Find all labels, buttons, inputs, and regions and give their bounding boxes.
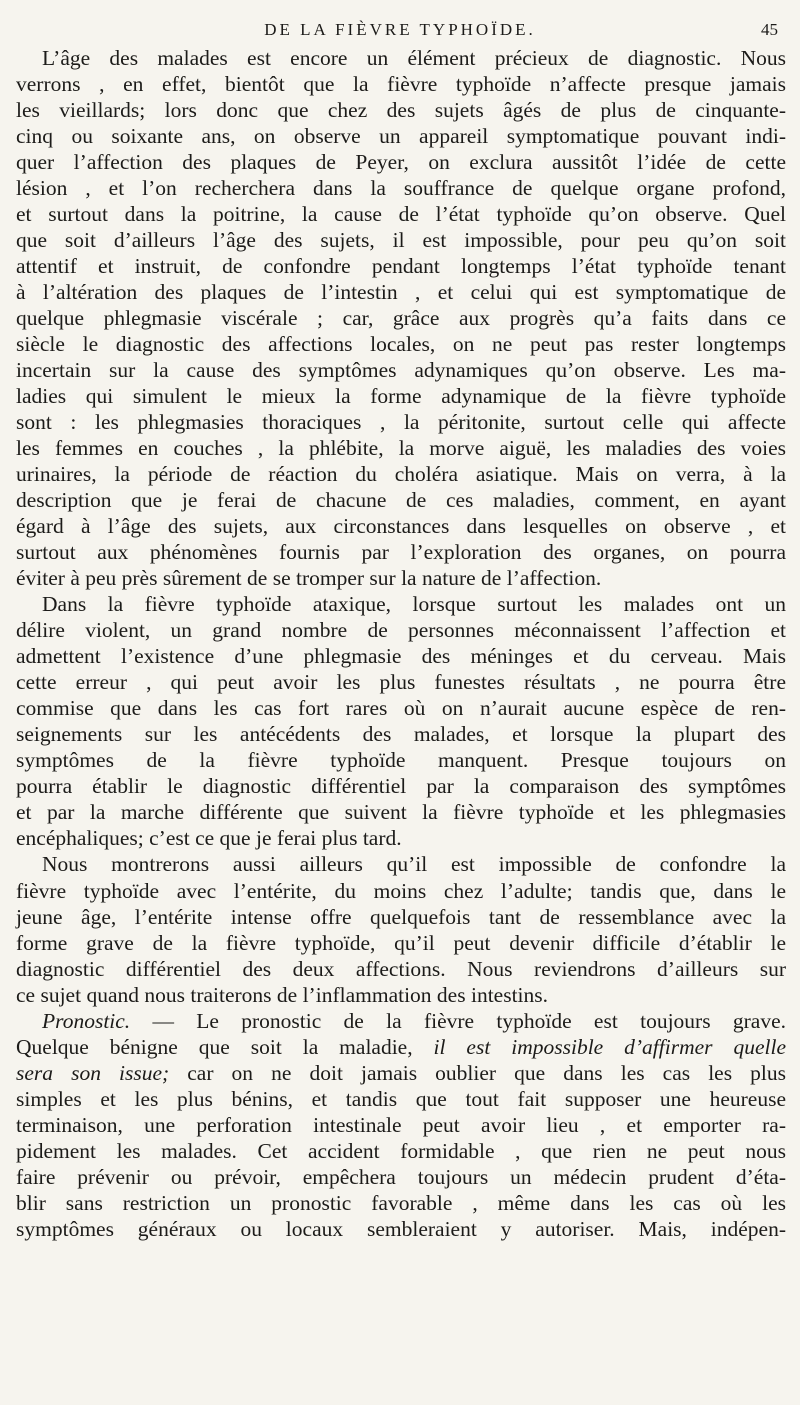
text-line: Nous montrerons aussi ailleurs qu’il est impossible de confondre la <box>42 852 786 877</box>
text-line: éviter à peu près sûrement de se tromper sur la nature de l’affection. <box>16 566 602 591</box>
text-line: incertain sur la cause des symptômes adynamiques qu’on observe. Les ma- <box>16 358 786 383</box>
text-line: urinaires, la période de réaction du choléra asiatique. Mais on verra, à la <box>16 462 786 487</box>
text-line: siècle le diagnostic des affections locales, on ne peut pas rester longtemps <box>16 332 786 357</box>
text-line: simples et les plus bénins, et tandis que tout fait supposer une heureuse <box>16 1086 786 1111</box>
text-line: ladies qui simulent le mieux la forme adynamique de la fièvre typhoïde <box>16 384 786 409</box>
text-line: diagnostic différentiel des deux affections. Nous reviendrons d’ailleurs sur <box>16 956 786 981</box>
text-line: symptômes de la fièvre typhoïde manquent. Presque toujours on <box>16 748 786 773</box>
text-line: à l’altération des plaques de l’intestin , et celui qui est symptomatique de <box>16 280 786 305</box>
text-line: verrons , en effet, bientôt que la fièvre typhoïde n’affecte presque jamais <box>16 72 786 97</box>
text-line: les vieillards; lors donc que chez des sujets âgés de plus de cinquante- <box>16 98 786 123</box>
text-line: lésion , et l’on recherchera dans la souffrance de quelque organe profond, <box>16 176 786 201</box>
text-line: admettent l’existence d’une phlegmasie des méninges et du cerveau. Mais <box>16 644 786 669</box>
text-line: blir sans restriction un pronostic favorable , même dans les cas où les <box>16 1190 786 1215</box>
text-line: pourra établir le diagnostic différentiel par la comparaison des symptômes <box>16 774 786 799</box>
text-line: commise que dans les cas fort rares où on n’aurait aucune espèce de ren- <box>16 696 786 721</box>
italic-phrase: Pronostic. <box>42 1008 131 1033</box>
text-line: jeune âge, l’entérite intense offre quelquefois tant de ressemblance avec la <box>16 904 786 929</box>
text-line <box>16 1008 786 1034</box>
body-text <box>16 45 786 1242</box>
text-line: faire prévenir ou prévoir, empêchera toujours un médecin prudent d’éta- <box>16 1164 786 1189</box>
text-line: L’âge des malades est encore un élément précieux de diagnostic. Nous <box>42 46 786 70</box>
line-fragment: car on ne doit jamais oublier que dans les cas les plus <box>169 1060 786 1085</box>
text-line: ce sujet quand nous traiterons de l’inflammation des intestins. <box>16 982 549 1007</box>
page-number: 45 <box>761 20 778 39</box>
running-head <box>0 20 800 46</box>
text-line: Dans la fièvre typhoïde ataxique, lorsque surtout les malades ont un <box>42 592 786 617</box>
text-line: égard à l’âge des sujets, aux circonstances dans lesquelles on observe , et <box>16 514 786 539</box>
text-line: sont : les phlegmasies thoraciques , la péritonite, surtout celle qui affecte <box>16 410 786 435</box>
text-line: seignements sur les antécédents des malades, et lorsque la plupart des <box>16 722 786 747</box>
italic-phrase: il est impossible d’affirmer quelle <box>433 1034 786 1059</box>
text-line: description que je ferai de chacune de ces maladies, comment, en ayant <box>16 488 786 513</box>
text-line: quer l’affection des plaques de Peyer, on exclura aussitôt l’idée de cette <box>16 150 786 175</box>
text-line: que soit d’ailleurs l’âge des sujets, il est impossible, pour peu qu’on soit <box>16 228 786 253</box>
text-line <box>16 1034 786 1060</box>
text-line: les femmes en couches , la phlébite, la morve aiguë, les maladies des voies <box>16 436 786 461</box>
text-line: attentif et instruit, de confondre pendant longtemps l’état typhoïde tenant <box>16 254 786 279</box>
text-line: encéphaliques; c’est ce que je ferai plus tard. <box>16 826 402 851</box>
text-line <box>16 1060 786 1086</box>
line-fragment: — Le pronostic de la fièvre typhoïde est toujours grave. <box>130 1008 786 1033</box>
text-line: et par la marche différente que suivent la fièvre typhoïde et les phlegmasies <box>16 800 786 825</box>
text-line: cinq ou soixante ans, on observe un appareil symptomatique pouvant indi- <box>16 124 786 149</box>
text-line: quelque phlegmasie viscérale ; car, grâce aux progrès qu’a faits dans ce <box>16 306 786 331</box>
italic-phrase: sera son issue; <box>16 1060 170 1085</box>
text-line: forme grave de la fièvre typhoïde, qu’il peut devenir difficile d’établir le <box>16 930 786 955</box>
text-line: et surtout dans la poitrine, la cause de l’état typhoïde qu’on observe. Quel <box>16 202 786 227</box>
text-line: terminaison, une perforation intestinale peut avoir lieu , et emporter ra- <box>16 1112 786 1137</box>
text-line: surtout aux phénomènes fournis par l’exploration des organes, on pourra <box>16 540 786 565</box>
running-title: DE LA FIÈVRE TYPHOÏDE. <box>264 20 536 39</box>
text-line: cette erreur , qui peut avoir les plus funestes résultats , ne pourra être <box>16 670 786 695</box>
text-line: délire violent, un grand nombre de personnes méconnaissent l’affection et <box>16 618 786 643</box>
text-line: pidement les malades. Cet accident formidable , que rien ne peut nous <box>16 1138 786 1163</box>
line-fragment: Quelque bénigne que soit la maladie, <box>16 1034 434 1059</box>
text-line: symptômes généraux ou locaux sembleraient y autoriser. Mais, indépen- <box>16 1216 786 1241</box>
text-line: fièvre typhoïde avec l’entérite, du moins chez l’adulte; tandis que, dans le <box>16 878 786 903</box>
